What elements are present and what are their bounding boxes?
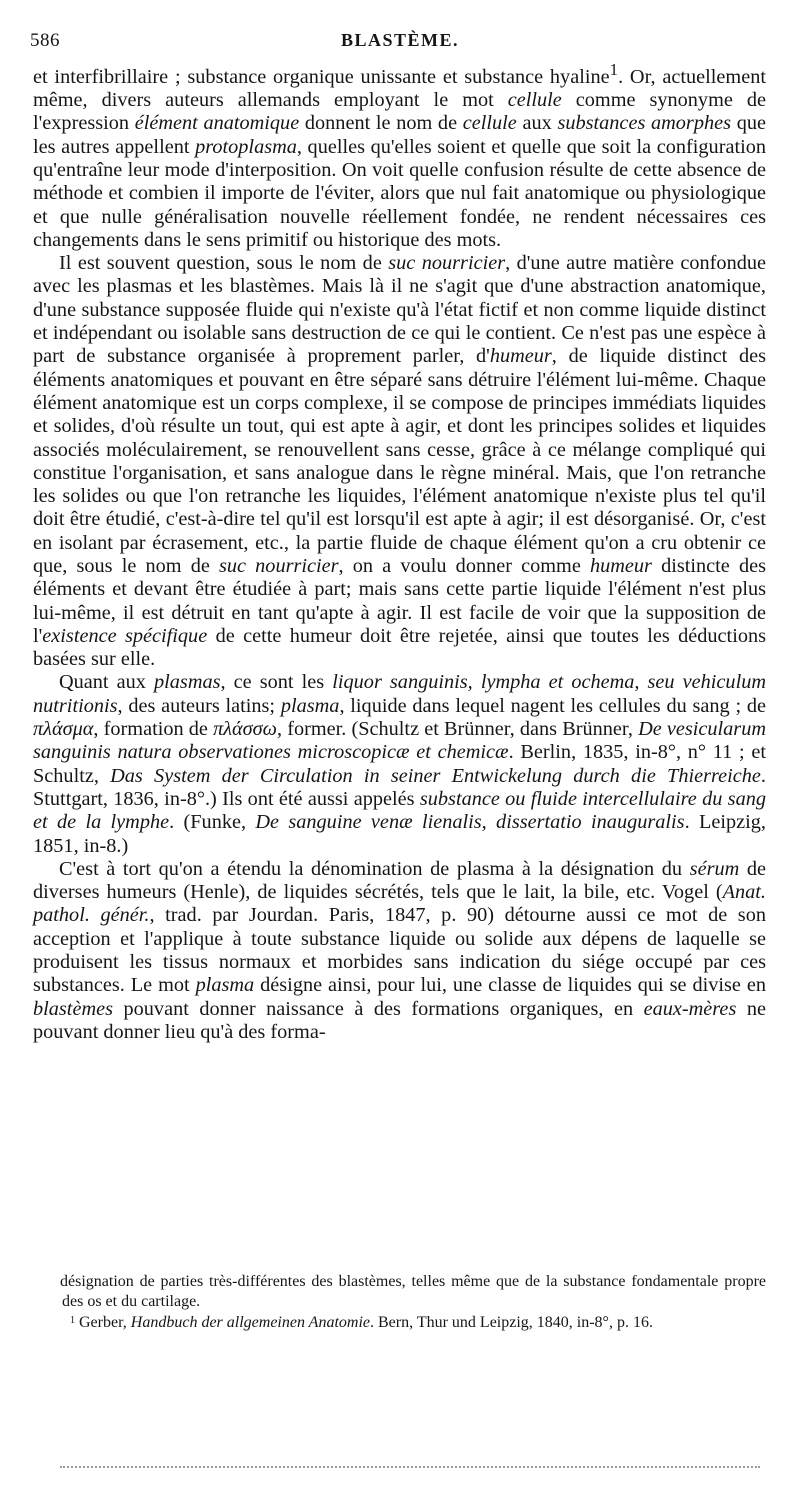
- footnote-mark-1: 1: [70, 1315, 75, 1326]
- running-head: [0, 30, 800, 58]
- paragraph-1: et interfibrillaire ; substance organique unissante et substance hyaline$^1$. Or, actuellement même, divers auteurs allemands employant le mot cellule comme synonyme de l'expression élément anatomique donnent le nom de cellule aux substances amorphes que les autres appellent protoplasma, quelles qu'elles soient et quelle que soit la configuration qu'entraîne leur mode d'interposition. On voit quelle confusion résulte de cette absence de méthode et combien il importe de l'éviter, alors que nul fait anatomique ou physiologique et que nulle généralisation nouvelle réellement fondée, ne rendent nécessaires ces changements dans le sens primitif ou historique des mots.: [33, 60, 767, 251]
- paragraph-2: Il est souvent question, sous le nom de suc nourricier, d'une autre matière confondue avec les plasmas et les blastèmes. Mais là il ne s'agit que d'une abstraction anatomique, d'une substance supposée fluide qui n'existe qu'à l'état fictif et non comme liquide distinct et indépendant ou isolable sans destruction de ce qui le contient. Ce n'est pas une espèce à part de substance organisée à proprement parler, d'humeur, de liquide distinct des éléments anatomiques et pouvant en être séparé sans détruire l'élément lui-même. Chaque élément anatomique est un corps complexe, il se compose de principes immédiats liquides et solides, d'où résulte un tout, qui est apte à agir, et dont les principes solides et liquides associés moléculairement, se renouvellent sans cesse, grâce à ce mélange compliqué qui constitue l'organisation, et sans analogue dans le règne minéral. Mais, que l'on retranche les solides ou que l'on retranche les liquides, l'élément anatomique n'existe plus tel qu'il doit être étudié, c'est-à-dire tel qu'il est lorsqu'il est apte à agir; il est désorganisé. Or, c'est en isolant par écrasement, etc., la partie fluide de chaque élément qu'on a cru obtenir ce que, sous le nom de suc nourricier, on a voulu donner comme humeur distincte des éléments et devant être étudiée à part; mais sans cette partie liquide l'élément n'est plus lui-même, il est détruit en tant qu'apte à agir. Il est facile de voir que la supposition de l'existence spécifique de cette humeur doit être rejetée, ainsi que toutes les déductions basées sur elle.: [33, 252, 767, 671]
- footnotes: [62, 1272, 766, 1333]
- footnote-ref-1: 1: [609, 60, 619, 79]
- footnote-1: $^1$ Gerber, Handbuch der allgemeinen Anatomie. Bern, Thur und Leipzig, 1840, in-8°, p. 16.: [70, 1314, 653, 1331]
- running-title: BLASTÈME.: [340, 30, 460, 50]
- bottom-print-artifact: [60, 1466, 760, 1468]
- paragraph-4: C'est à tort qu'on a étendu la dénomination de plasma à la désignation du sérum de diverses humeurs (Henle), de liquides sécrétés, tels que le lait, la bile, etc. Vogel (Anat. pathol. génér., trad. par Jourdan. Paris, 1847, p. 90) détourne aussi ce mot de son acception et l'applique à toute substance liquide ou solide aux dépens de laquelle se produisent les tissus normaux et morbides sans indication du siége occupé par ces substances. Le mot plasma désigne ainsi, pour lui, une classe de liquides qui se divise en blastèmes pouvant donner naissance à des formations organiques, en eaux-mères ne pouvant donner lieu qu'à des forma-: [33, 857, 766, 1043]
- footnote-continuation: désignation de parties très-différentes des blastèmes, telles même que de la substance fondamentale propre des os et du cartilage.: [60, 1273, 766, 1310]
- body-text: [33, 58, 766, 1044]
- paragraph-3: Quant aux plasmas, ce sont les liquor sanguinis, lympha et ochema, seu vehiculum nutritionis, des auteurs latins; plasma, liquide dans lequel nagent les cellules du sang ; de πλάσμα, formation de πλάσσω, former. (Schultz et Brünner, dans Brünner, De vesicularum sanguinis natura observationes microscopicæ et chemicæ. Berlin, 1835, in-8°, n° 11 ; et Schultz, Das System der Circulation in seiner Entwickelung durch die Thierreiche. Stuttgart, 1836, in-8°.) Ils ont été aussi appelés substance ou fluide intercellulaire du sang et de la lymphe. (Funke, De sanguine venæ lienalis, dissertatio inauguralis. Leipzig, 1851, in-8.): [33, 671, 766, 857]
- page-number: 586: [30, 30, 60, 51]
